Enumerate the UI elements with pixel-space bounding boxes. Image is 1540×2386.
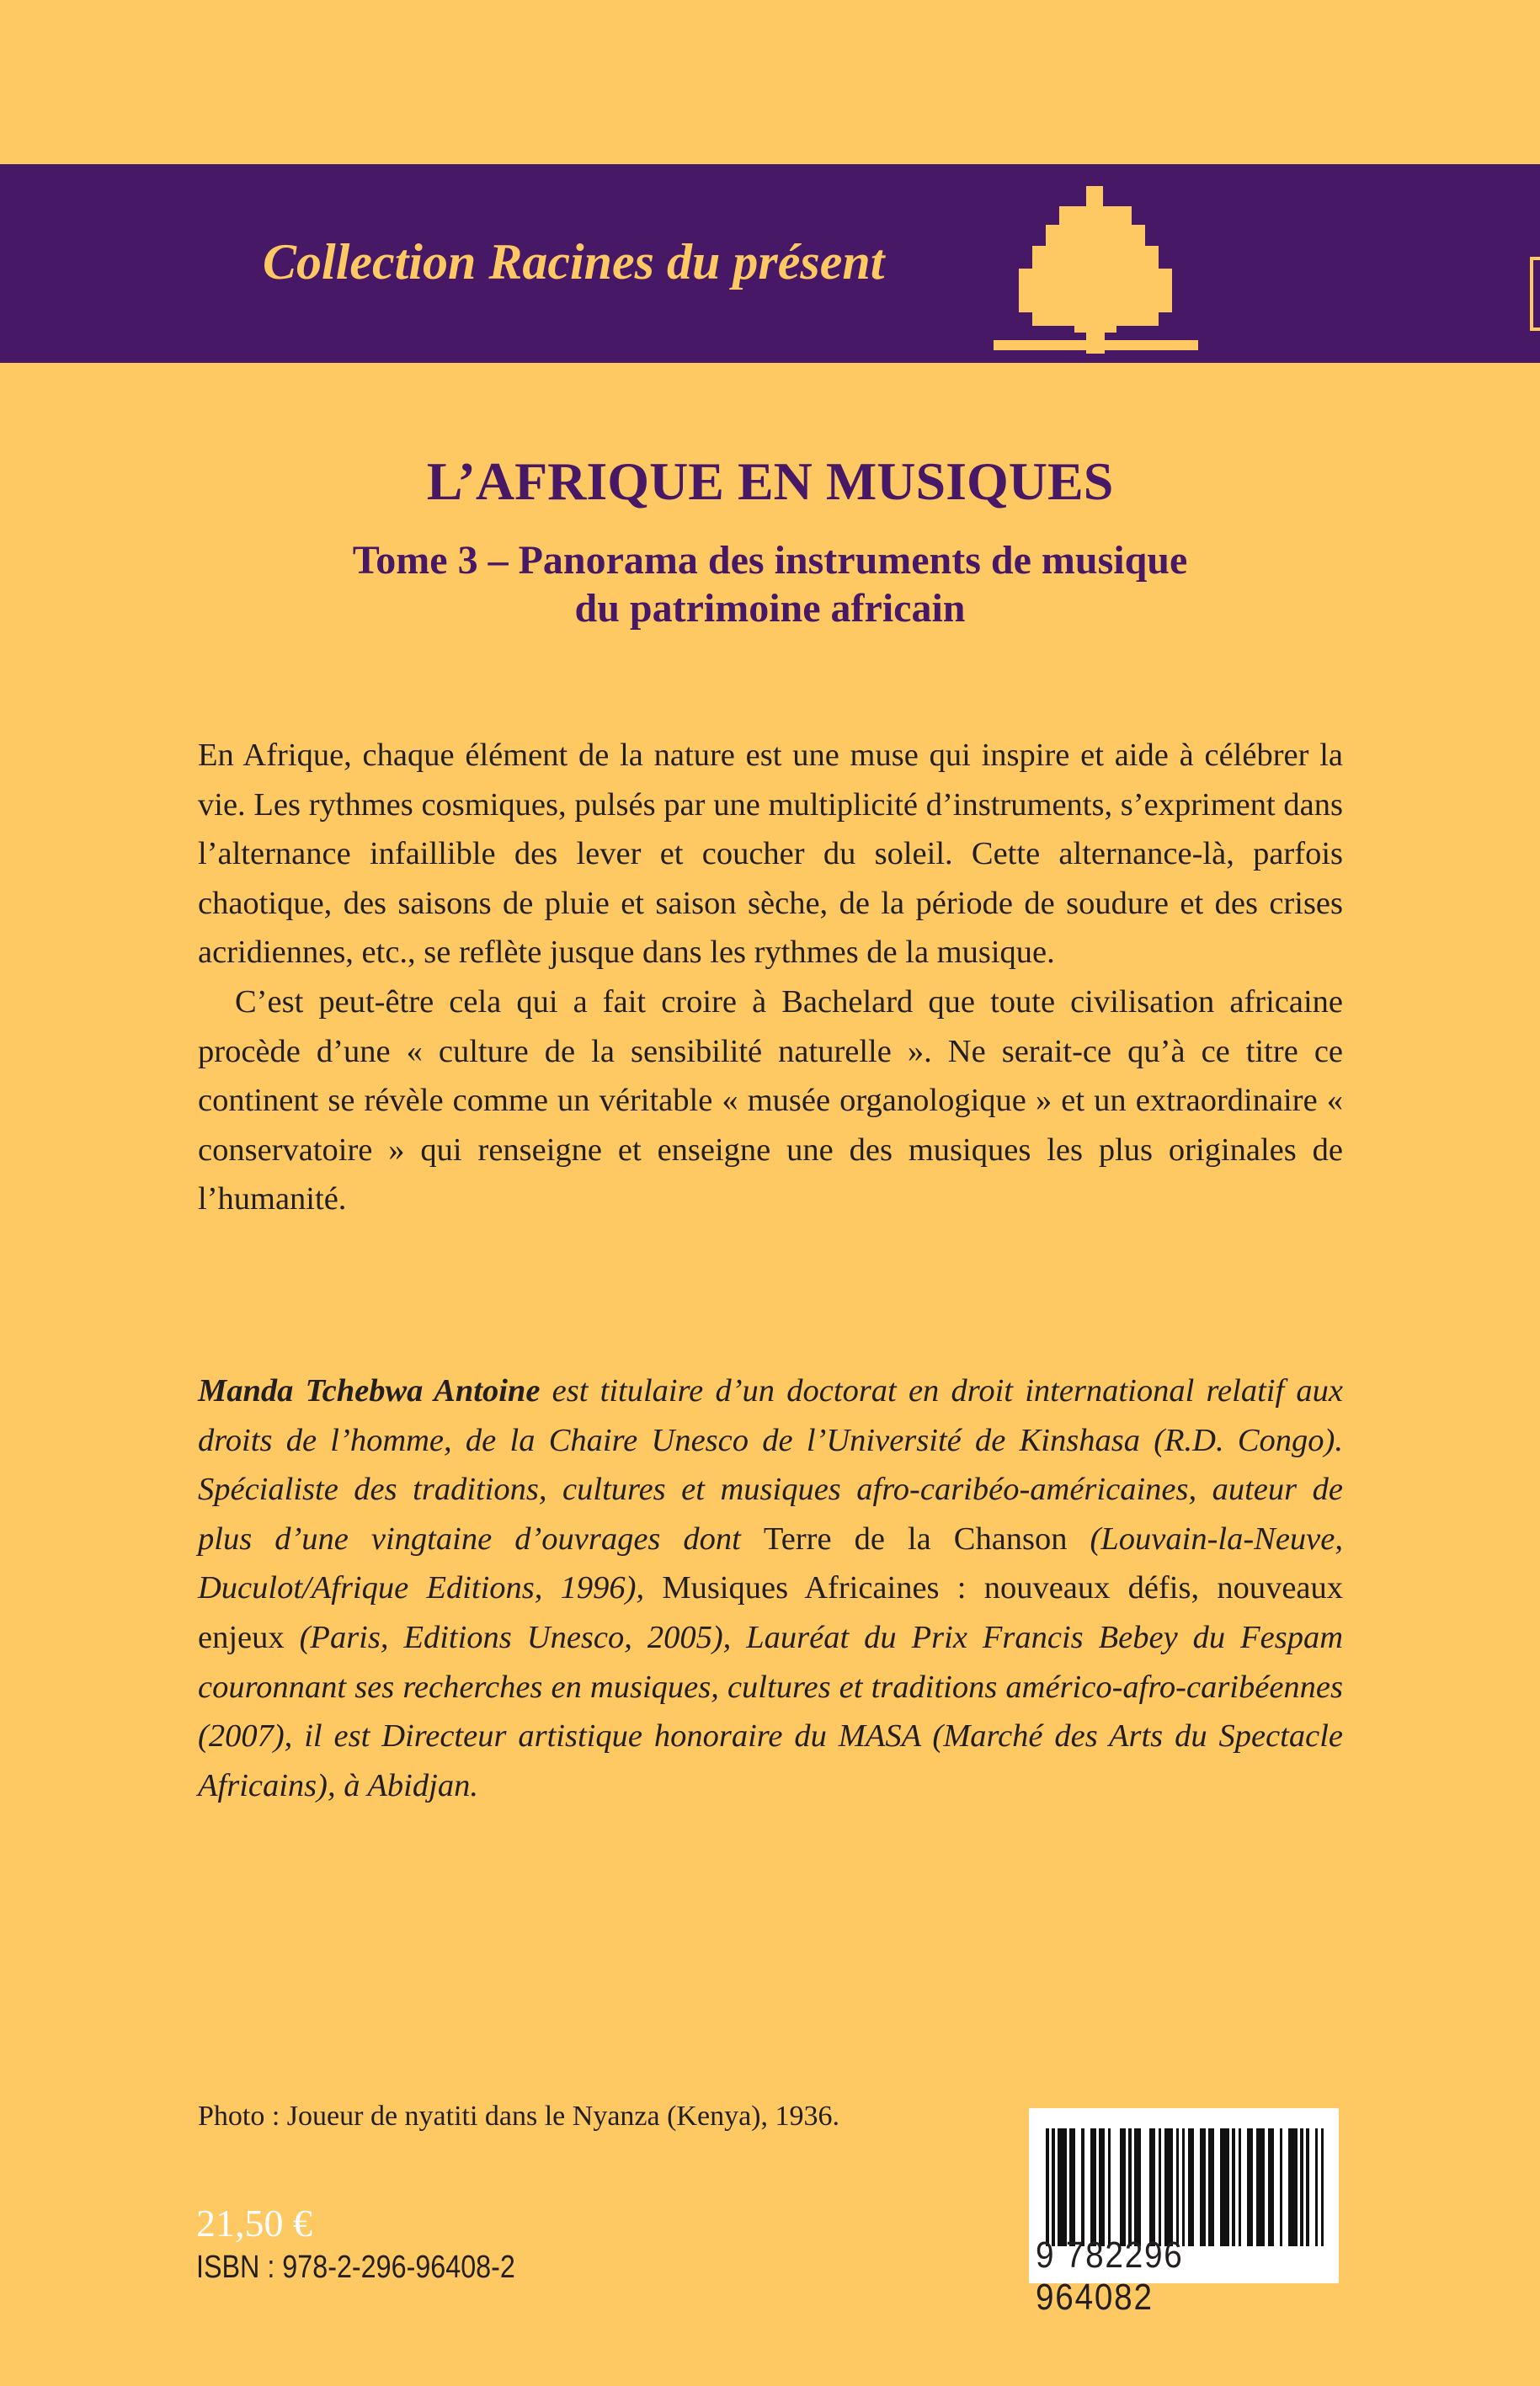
subtitle-line-1: Tome 3 – Panorama des instruments de musique <box>352 538 1188 583</box>
book-reference: Musiques Africaines : nouveaux défis, nouveaux enjeux <box>198 1570 1343 1655</box>
tree-logo-icon <box>994 181 1238 354</box>
barcode <box>1029 2108 1339 2318</box>
book-title: L’AFRIQUE EN MUSIQUES <box>426 451 1114 511</box>
barcode-bar <box>1321 2128 1324 2246</box>
author-bio <box>198 1366 1343 1810</box>
blurb-paragraph: C’est peut-être cela qui a fait croire à Bachelard que toute civilisation africaine procède d’une « culture de la sensibilité naturelle ». Ne serait-ce qu’à ce titre ce continent se révèle comme un véritable « musée organologique » et un extraordinaire « conservatoire » qui renseigne et enseigne une des musiques les plus originales de l’humanité. <box>198 983 1343 1217</box>
barcode-digits: 9 782296 964082 <box>1036 2234 1184 2318</box>
bio-text: (Louvain-la-Neuve, Duculot/Afrique Editions, 1996), <box>198 1521 1343 1606</box>
collection-banner <box>0 164 1540 363</box>
collection-name: Collection Racines du présent <box>263 234 885 290</box>
photo-caption: Photo : Joueur de nyatiti dans le Nyanza (Kenya), 1936. <box>198 2101 839 2132</box>
book-subtitle <box>0 536 1540 632</box>
subtitle-line-2: du patrimoine africain <box>574 586 966 631</box>
blurb-paragraph: En Afrique, chaque élément de la nature est une muse qui inspire et aide à célébrer la vie. Les rythmes cosmiques, pulsés par une multiplicité d’instruments, s’expriment dans l’alternance infaillible des lever et coucher du soleil. Cette alternance-là, parfois chaotique, des saisons de pluie et saison sèche, de la période de soudure et des crises acridiennes, etc., se reflète jusque dans les rythmes de la musique. <box>198 738 1343 971</box>
barcode-bars <box>1046 2128 1324 2246</box>
blurb <box>198 731 1343 1224</box>
book-reference: Terre de la Chanson <box>763 1521 1068 1557</box>
spine-edge-mark <box>1530 257 1540 331</box>
author-name: Manda Tchebwa Antoine <box>198 1373 541 1409</box>
price: 21,50 € <box>196 2202 312 2245</box>
bio-text: est titulaire d’un doctorat en droit international relatif aux droits de l’homme, de la Chaire Unesco de l’Université de Kinshasa (R.D. Congo). Spécialiste des traditions, cultures et musiques afro-caribéo-américaines, auteur de plus d’une vingtaine d’ouvrages dont <box>198 1373 1343 1557</box>
bio-text: (Paris, Editions Unesco, 2005), Lauréat du Prix Francis Bebey du Fespam couronnant ses recherches en musiques, cultures et traditions américo-afro-caribéennes (2007), il est Directeur artistique honoraire du MASA (Marché des Arts du Spectacle Africains), à Abidjan. <box>198 1619 1343 1803</box>
isbn: ISBN : 978-2-296-96408-2 <box>196 2250 515 2285</box>
